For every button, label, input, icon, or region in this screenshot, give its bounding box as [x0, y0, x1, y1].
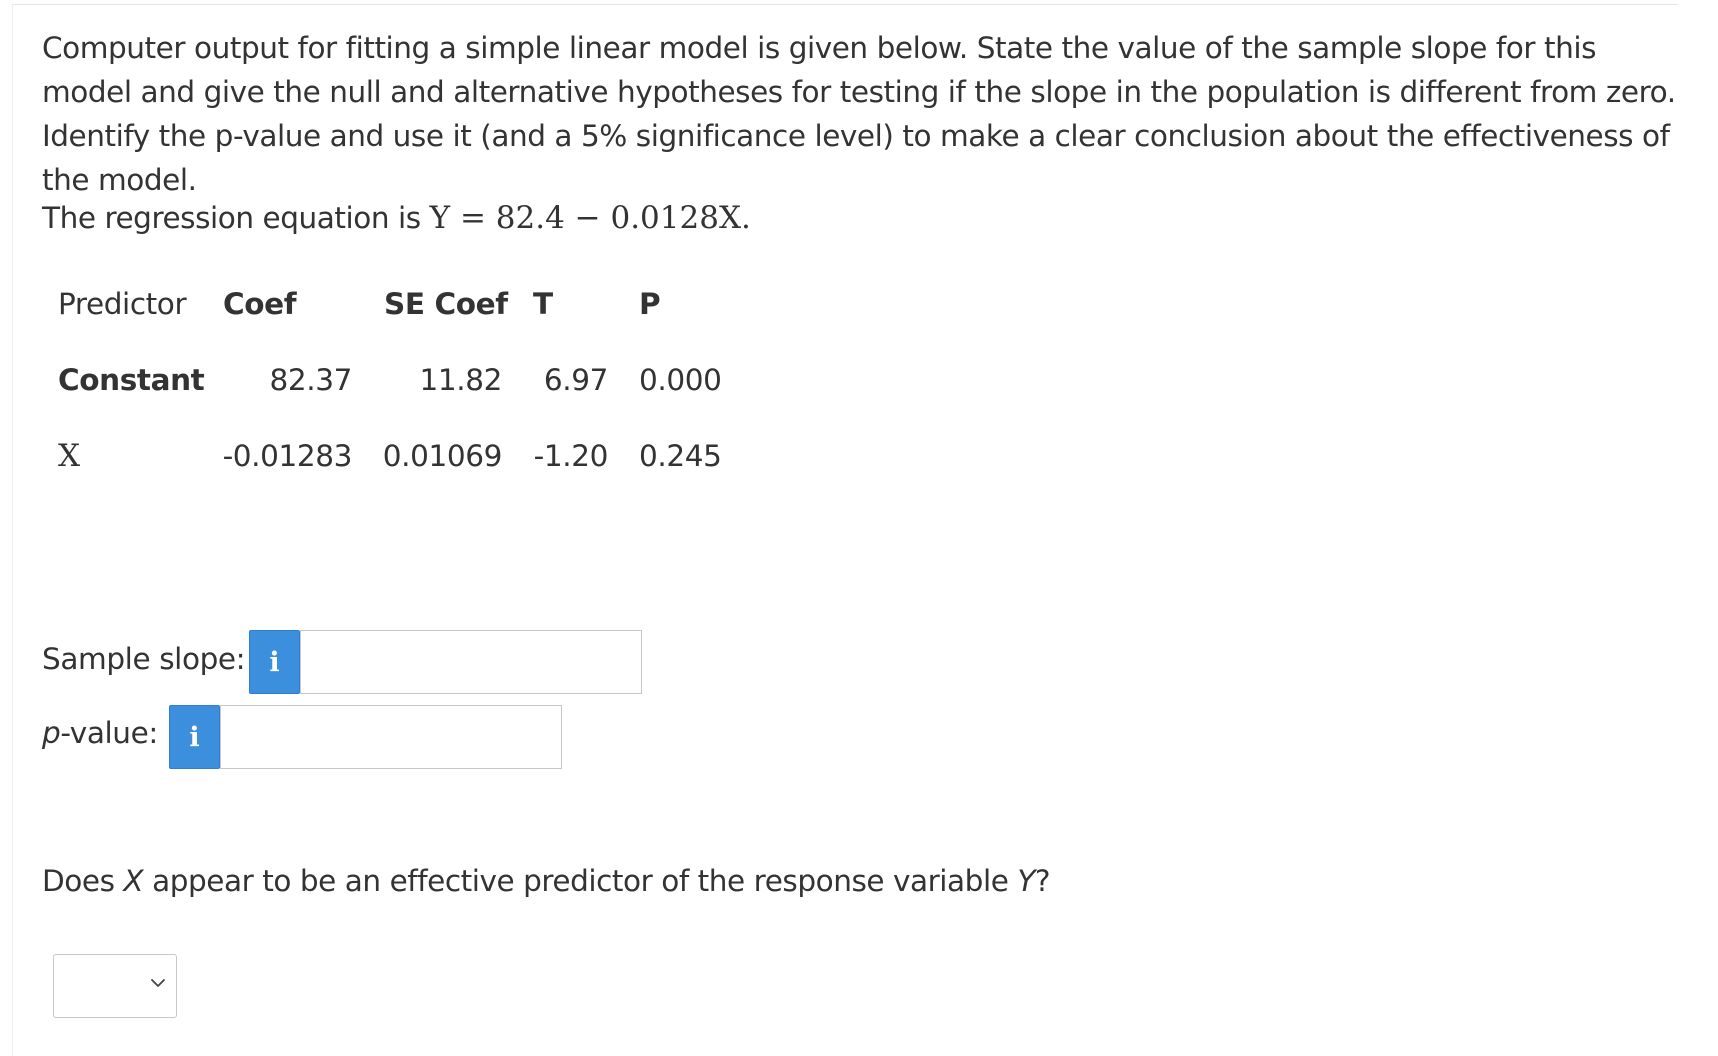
- p-value-label: [42, 715, 158, 751]
- row-constant-se-coef: 11.82: [419, 363, 502, 397]
- left-divider: [12, 4, 13, 1056]
- row-x-t: -1.20: [533, 439, 608, 473]
- header-predictor: Predictor: [58, 287, 187, 321]
- question-text: Computer output for fitting a simple linear model is given below. State the value of the sample slope for this model and give the null and alternative hypotheses for testing if the slope in the population is different from zero. Identify the p-value and use it (and a 5% significance level) to make a clear conclusion about the effectiveness of the model.: [42, 31, 1676, 197]
- info-icon[interactable]: [169, 705, 220, 769]
- effectiveness-question: [42, 864, 1050, 898]
- info-icon[interactable]: [249, 630, 300, 694]
- p-value-input[interactable]: [220, 705, 562, 769]
- row-x-coef: -0.01283: [222, 439, 352, 473]
- row-x-se-coef: 0.01069: [382, 439, 502, 473]
- question2-part2: appear to be an effective predictor of the response variable: [143, 864, 1018, 898]
- sample-slope-label: Sample slope:: [42, 642, 246, 676]
- row-x-p: 0.245: [639, 439, 722, 473]
- p-value-label-italic: p: [42, 716, 61, 750]
- chevron-down-icon: [148, 973, 168, 993]
- effectiveness-select[interactable]: [53, 954, 177, 1018]
- regression-equation: Y = 82.4 − 0.0128X.: [429, 200, 751, 236]
- row-constant-p: 0.000: [639, 363, 722, 397]
- sample-slope-input[interactable]: [300, 630, 642, 694]
- row-constant-t: 6.97: [543, 363, 608, 397]
- info-icon-glyph: i: [269, 646, 280, 678]
- info-icon-glyph: i: [189, 721, 200, 753]
- row-x-predictor: X: [58, 438, 80, 474]
- header-t: T: [533, 287, 553, 321]
- regression-equation-line: [42, 200, 751, 236]
- question2-part1: Does: [42, 864, 124, 898]
- question2-var-x: X: [123, 864, 144, 898]
- row-constant-coef: 82.37: [269, 363, 352, 397]
- header-p: P: [639, 287, 661, 321]
- header-coef: Coef: [223, 287, 297, 321]
- p-value-label-rest: -value:: [60, 716, 158, 750]
- top-divider: [12, 4, 1678, 5]
- question2-part3: ?: [1034, 864, 1051, 898]
- regression-prefix: The regression equation is: [42, 201, 430, 235]
- question2-var-y: Y: [1017, 864, 1035, 898]
- row-constant-predictor: Constant: [58, 363, 205, 397]
- header-se-coef: SE Coef: [384, 287, 508, 321]
